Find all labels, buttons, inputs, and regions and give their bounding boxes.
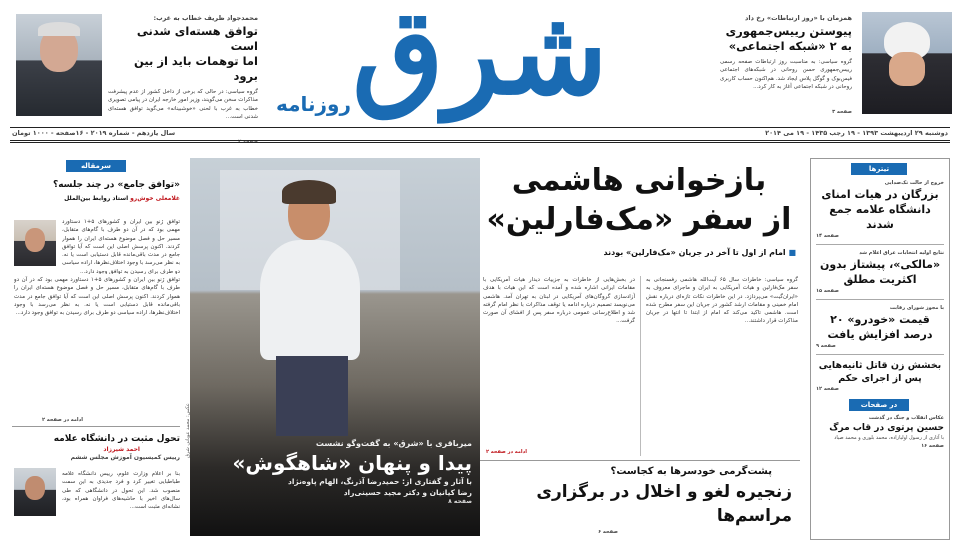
briefs-section-header: تیترها: [851, 163, 907, 175]
brief-title: بخشش زن قاتل ثانیه‌هایی پس از اجرای حکم: [818, 360, 942, 384]
brief-item[interactable]: [811, 355, 949, 397]
top-left-story[interactable]: [108, 14, 258, 145]
main-story[interactable]: [478, 158, 800, 458]
photo-credit: عکس: محمد عوبانی شرق: [185, 403, 191, 458]
editorial-author-photo: [14, 220, 56, 266]
author-role: رییس کمیسیون آموزش مجلس ششم: [70, 454, 180, 461]
briefs-column: [810, 158, 950, 540]
bottom-left-author-photo: [14, 468, 56, 516]
editorial-section-header: سرمقاله: [66, 160, 126, 172]
brief-item[interactable]: خروج از حالت تک‌صدایی بزرگان در هیات امنای دانشگاه علامه جمع شدند صفحه ۱۴: [816, 180, 944, 239]
page-ref[interactable]: صفحه ۲: [238, 139, 258, 145]
logo-word: شرق: [352, 0, 608, 121]
bottom-left-story[interactable]: [12, 432, 180, 511]
bottom-left-body: بنا بر اعلام وزارت علوم، رییس دانشگاه علامه طباطبایی تغییر کرد و فرد جدیدی به این سمت منصوب شد. این تحول در دانشگاهی که طی سال‌های اخیر با حاشیه‌های فراوان همراه بود، نشانه‌ای مثبت است...: [62, 471, 180, 511]
page-ref[interactable]: صفحه ۹: [816, 343, 836, 349]
portrait-jeans: [276, 356, 348, 436]
issue-line: سال یازدهم - شماره ۲۰۱۹ - ۱۶صفحه - ۱۰۰۰ تومان: [12, 129, 176, 137]
masthead-rule-bottom: [10, 140, 950, 143]
page-ref[interactable]: صفحه ۱۴: [816, 233, 839, 239]
main-headline-line2: از سفر «مک‌فارلین»: [486, 202, 792, 237]
feature-kicker: میرباقری با «شرق» به گفت‌وگو نشست: [315, 439, 472, 448]
kicker: همزمان با «روز ارتباطات» رخ داد: [745, 14, 852, 22]
kicker: محمدجواد ظریف خطاب به غرب:: [153, 14, 258, 22]
logo[interactable]: [262, 0, 698, 132]
editorial-body: توافق ژنو بین ایران و کشورهای ۵+۱ دستاورد مهمی بود که در آن دو طرف با گام‌های متقابل، مسیر حل و فصل موضوع هسته‌ای ایران را هموار کردند. اکنون پرسش اصلی این است که آیا توافق جامع در مدت باقی‌مانده قابل دستیابی است یا نه. به نظر می‌رسد با وجود اختلاف‌نظرها، اراده سیاسی دو طرف برای رسیدن به توافق وجود دارد...: [62, 219, 180, 274]
masthead: [0, 0, 960, 150]
editorial-body-cont: توافق ژنو بین ایران و کشورهای ۵+۱ دستاورد مهمی بود که در آن دو طرف با گام‌های متقابل، مسیر حل و فصل موضوع هسته‌ای ایران را هموار کردند. اکنون پرسش اصلی این است که آیا توافق جامع در مدت باقی‌مانده قابل دستیابی است یا نه. به نظر می‌رسد با وجود اختلاف‌نظرها، اراده سیاسی دو طرف برای رسیدن به توافق وجود دارد...: [14, 277, 180, 317]
main-headline-line1: بازخوانی هاشمی: [511, 163, 767, 198]
page-ref[interactable]: صفحه ۱۶: [921, 443, 944, 449]
bottom-headline: زنجیره لغو و اخلال در برگزاری مراسم‌ها: [536, 482, 792, 526]
portrait-shirt: [260, 240, 360, 360]
feature-block[interactable]: [185, 158, 480, 536]
page-ref[interactable]: صفحه ۸: [448, 498, 472, 505]
column-divider: [640, 276, 641, 456]
in-pages-section-header: در صفحات: [849, 399, 909, 411]
divider: [12, 426, 180, 427]
continued-link[interactable]: ادامه در صفحه ۲: [486, 449, 527, 455]
logo-prefix: روزنامه: [276, 92, 351, 116]
rouhani-photo: [862, 12, 952, 114]
feature-caption: میرباقری با «شرق» به گفت‌وگو نشست پیدا و پنهان «شاهگوش» با آثار و گفتاری از: حمیدرضا آذرنگ، الهام پاوه‌نژاد رضا کیانیان و دکتر مجید حسینی‌راد صفحه ۸: [202, 438, 472, 505]
page-ref[interactable]: صفحه ۶: [598, 529, 618, 535]
zarif-photo: [16, 14, 102, 116]
bottom-center-story[interactable]: [478, 464, 798, 536]
square-bullet-icon: ■: [785, 248, 796, 257]
divider: [478, 460, 800, 461]
editorial-byline: [12, 194, 180, 203]
headline-line1: توافق هسته‌ای شدنی است: [136, 24, 258, 53]
in-pages-item[interactable]: عکاس انقلاب و جنگ در گذشت حسین پرتوی در قاب مرگ با آثاری از رسول اولیازاده، محمد بلوری و محمد صیاد صفحه ۱۶: [811, 411, 949, 453]
portrait-hair: [282, 180, 336, 204]
main-col-right: گروه سیاسی: خاطرات سال ۶۵ آیت‌الله هاشمی رفسنجانی به سفر مک‌فارلین و هیات آمریکایی به ایران و ماجرای معروف به «ایران‌گیت» می‌پردازد. در این خاطرات نکات تازه‌ای درباره نقش امام خمینی و مقامات ارشد کشور در جریان این سفر مطرح شده است. هاشمی تاکید می‌کند که امام از ابتدا تا انتها در جریان مذاکرات قرار داشتند...: [646, 277, 798, 325]
brief-title: بزرگان در هیات امنای دانشگاه علامه جمع شدند: [821, 188, 939, 231]
brief-title: «مالکی»، پیشتاز بدون اکثریت مطلق: [819, 258, 941, 286]
continued-link[interactable]: ادامه در صفحه ۲: [42, 417, 83, 423]
masthead-rule-top: [10, 127, 950, 128]
headline-line2: به ۲ «شبکه اجتماعی»: [728, 39, 852, 53]
author-name: احمد شیرزاد: [103, 446, 140, 453]
brief-item[interactable]: نتایج اولیه انتخابات عراق اعلام شد «مالکی»، پیشتاز بدون اکثریت مطلق صفحه ۱۵: [816, 250, 944, 294]
author-role: استاد روابط بین‌الملل: [64, 195, 129, 202]
page-ref[interactable]: صفحه ۱۵: [816, 288, 839, 294]
headline-line2: اما توهمات باید از بین برود: [133, 54, 258, 83]
main-col-left: در بخش‌هایی از خاطرات به جزییات دیدار هیات آمریکایی با مقامات ایرانی اشاره شده و آمده است که این هیات با هدف آزادسازی گروگان‌های آمریکایی در لبنان به تهران آمد. هاشمی می‌نویسد تصمیم درباره ادامه یا توقف مذاکرات با نظر امام گرفته شد و اطلاع‌رسانی عمومی درباره سفر پس از افشای آن صورت گرفت...: [483, 277, 635, 325]
feature-title: پیدا و پنهان «شاهگوش»: [232, 451, 472, 475]
editorial-column: [12, 158, 180, 538]
bottom-left-title: تحول مثبت در دانشگاه علامه: [53, 434, 180, 444]
page-ref[interactable]: صفحه ۱۲: [816, 386, 839, 392]
body-text: گروه سیاسی: به مناسبت روز ارتباطات صفحه رسمی رییس‌جمهوری حسن روحانی در شبکه‌های اجتماعی فیس‌بوک و گوگل پلاس ایجاد شد. هم‌اکنون حساب کاربری روحانی در شبکه اجتماعی آغاز به کار کرد...: [720, 59, 852, 90]
top-right-story[interactable]: [720, 14, 852, 124]
main-lead: ■ امام از اول تا آخر در جریان «مک‌فارلین» بودند: [603, 248, 796, 257]
headline-line1: پیوستن رییس‌جمهوری: [725, 24, 852, 38]
bottom-kicker: پشت‌گرمی خودسرها به کجاست؟: [610, 466, 772, 477]
brief-title: قیمت «خودرو» ۲۰ درصد افزایش یافت: [827, 313, 933, 341]
editorial-title[interactable]: «توافق جامع» در چند جلسه؟: [52, 180, 180, 190]
body-text: گروه سیاسی: در حالی که برخی از داخل کشور از عدم پیشرفت مذاکرات سخن می‌گویند، وزیر امور خارجه ایران در پیامی تصویری خطاب به غرب با لحنی «خوشبینانه» می‌گوید توافق هسته‌ای شدنی است...: [108, 89, 258, 120]
brief-item[interactable]: با مجوز شورای رقابت قیمت «خودرو» ۲۰ درصد افزایش یافت صفحه ۹: [816, 305, 944, 349]
in-pages-title: حسین پرتوی در قاب مرگ: [829, 423, 944, 433]
author-name: غلامعلی خوش‌رو: [130, 195, 180, 202]
date-line: دوشنبه ۲۹ اردیبهشت ۱۳۹۳ - ۱۹ رجب ۱۴۳۵ - ۱۹ می ۲۰۱۴: [765, 129, 948, 137]
page-ref[interactable]: صفحه ۳: [832, 109, 852, 115]
